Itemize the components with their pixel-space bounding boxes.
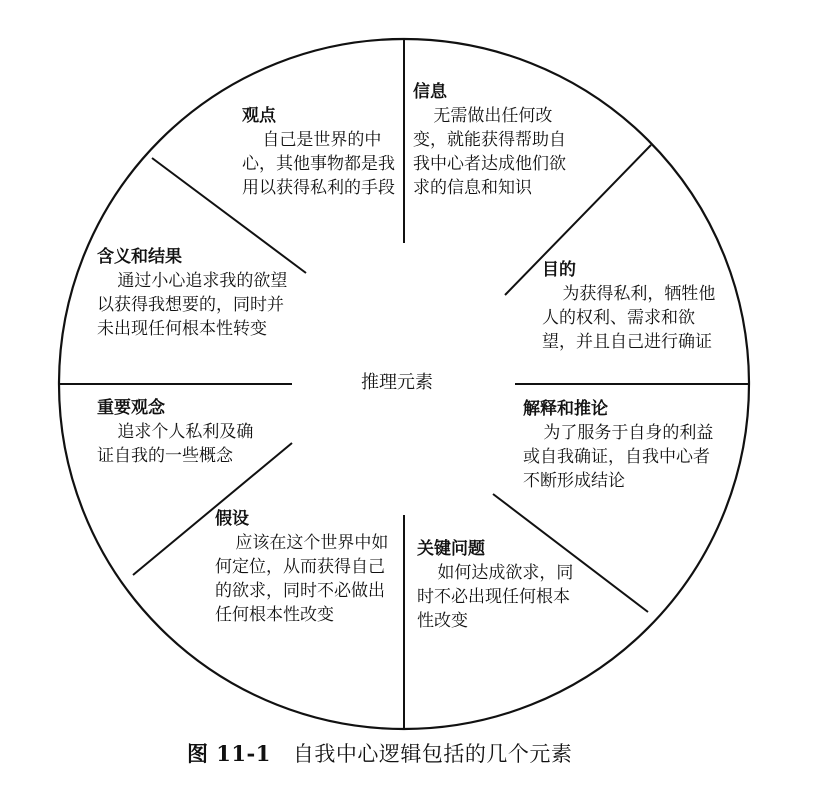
figure-number: 图 11-1 <box>187 741 271 766</box>
segment-title: 观点 <box>242 106 276 126</box>
segment-information <box>413 80 581 200</box>
segment-key-question <box>417 537 582 633</box>
segment-concepts <box>97 396 267 468</box>
segment-title: 信息 <box>413 82 447 102</box>
segment-body: 自己是世界的中心，其他事物都是我用以获得私利的手段 <box>242 130 395 198</box>
segment-viewpoint <box>242 104 402 200</box>
segment-title: 含义和结果 <box>97 247 182 267</box>
segment-body: 为获得私利，牺牲他人的权利、需求和欲望，并且自己进行确证 <box>542 284 716 352</box>
segment-body: 无需做出任何改变，就能获得帮助自我中心者达成他们欲求的信息和知识 <box>413 106 566 198</box>
segment-body: 应该在这个世界中如何定位，从而获得自己的欲求，同时不必做出任何根本性改变 <box>215 533 389 625</box>
segment-title: 关键问题 <box>417 539 485 559</box>
segment-implications <box>97 245 292 341</box>
segment-purpose <box>542 258 727 354</box>
segment-body: 追求个人私利及确证自我的一些概念 <box>97 422 254 466</box>
segment-title: 目的 <box>542 260 576 280</box>
segment-body: 如何达成欲求，同时不必出现任何根本性改变 <box>417 563 574 631</box>
segment-interpretation <box>523 397 723 493</box>
segment-body: 通过小心追求我的欲望以获得我想要的，同时并未出现任何根本性转变 <box>97 271 288 339</box>
center-label: 推理元素 <box>361 372 433 393</box>
segment-assumption <box>215 507 395 627</box>
segment-title: 解释和推论 <box>523 399 608 419</box>
figure-caption-text: 自我中心逻辑包括的几个元素 <box>292 742 573 766</box>
segment-title: 假设 <box>215 509 249 529</box>
figure-caption <box>187 738 572 768</box>
segment-title: 重要观念 <box>97 398 165 418</box>
segment-body: 为了服务于自身的利益或自我确证，自我中心者不断形成结论 <box>523 423 714 491</box>
